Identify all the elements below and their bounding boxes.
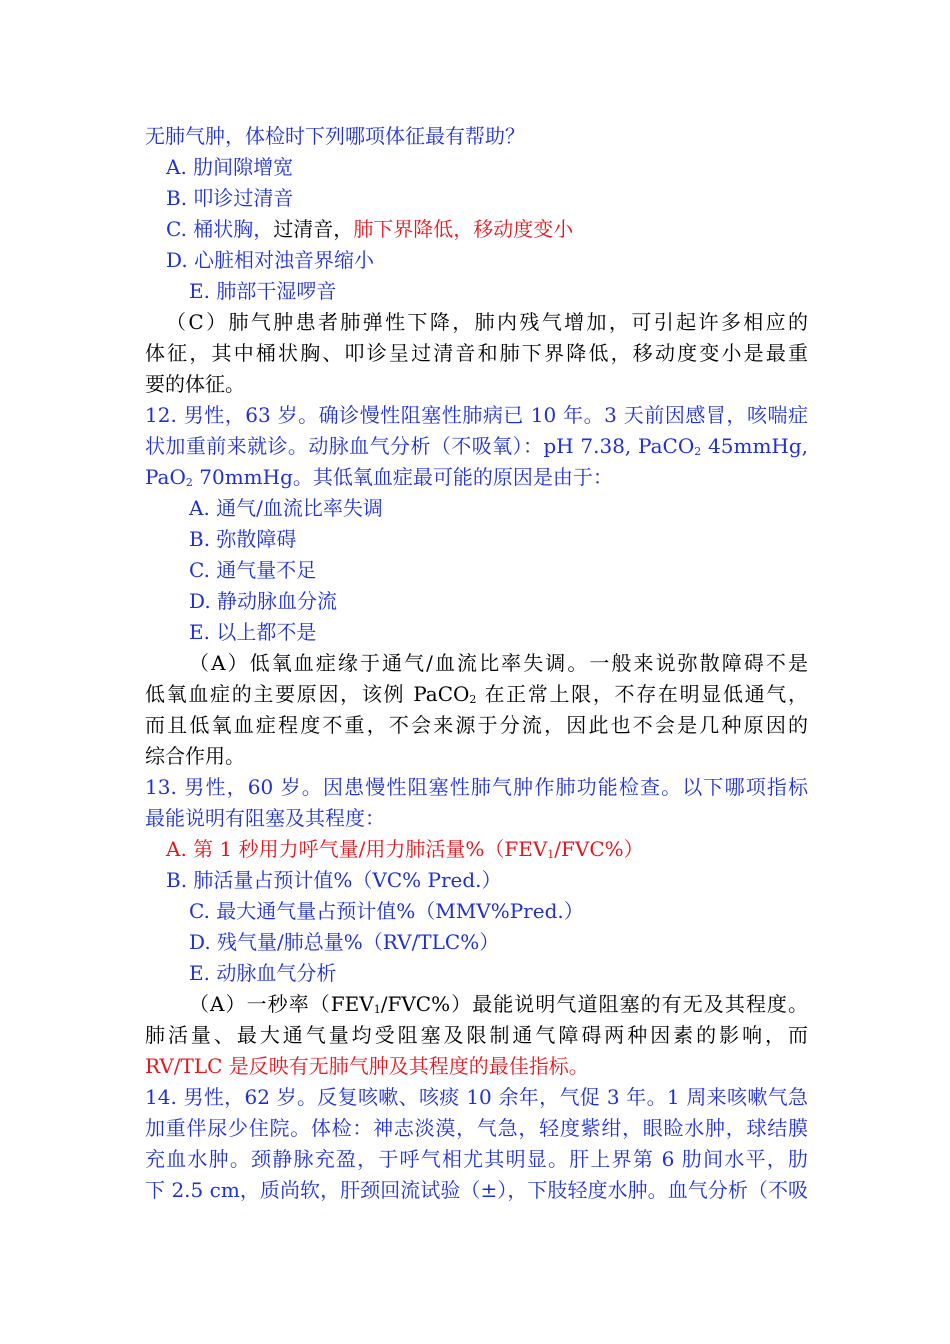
- q13-option-e: E. 动脉血气分析: [189, 961, 337, 985]
- q12-stem-line: [145, 431, 808, 462]
- q12-explanation-line: [145, 679, 808, 710]
- subscript: 1: [373, 1003, 381, 1016]
- q13-option-a: [145, 834, 808, 865]
- q11-option-d: D. 心脏相对浊音界缩小: [166, 248, 375, 272]
- q13-option-a-text: A. 第 1 秒用力呼气量/用力肺活量%（FEV: [166, 837, 548, 861]
- q12-option-b: B. 弥散障碍: [189, 527, 297, 551]
- q13-explanation-line: RV/TLC 是反映有无肺气肿及其程度的最佳指标。: [145, 1054, 589, 1078]
- q12-option-d: D. 静动脉血分流: [189, 589, 338, 613]
- q11-option-a: A. 肋间隙增宽: [166, 155, 294, 179]
- q13-explanation-line: 肺活量、最大通气量均受阻塞及限制通气障碍两种因素的影响，而: [145, 1023, 808, 1047]
- q12-explanation-line: （A）低氧血症缘于通气/血流比率失调。一般来说弥散障碍不是: [189, 651, 808, 675]
- q12-stem-text: 45mmHg,: [701, 434, 809, 458]
- q11-explanation-line: 要的体征。: [145, 372, 245, 396]
- q12-explanation-text: 低氧血症的主要原因，该例 PaCO: [145, 682, 470, 706]
- q14-stem-line: 下 2.5 cm，质尚软，肝颈回流试验（±），下肢轻度水肿。血气分析（不吸: [145, 1178, 808, 1202]
- q12-explanation-line: 而且低氧血症程度不重，不会来源于分流，因此也不会是几种原因的: [145, 713, 808, 737]
- q13-stem-line: 最能说明有阻塞及其程度：: [145, 806, 385, 830]
- q13-option-c: C. 最大通气量占预计值%（MMV%Pred.）: [189, 899, 584, 923]
- q11-option-e: E. 肺部干湿啰音: [189, 279, 337, 303]
- q12-stem-line: 12. 男性，63 岁。确诊慢性阻塞性肺病已 10 年。3 天前因感冒，咳喘症: [145, 403, 808, 427]
- q13-explanation-text: （A）一秒率（FEV: [189, 992, 374, 1016]
- subscript: 1: [547, 848, 555, 861]
- q12-stem-text: 状加重前来就诊。动脉血气分析（不吸氧）：pH 7.38, PaCO: [145, 434, 695, 458]
- q12-option-e: E. 以上都不是: [189, 620, 317, 644]
- q11-option-c-tail: 肺下界降低，移动度变小: [353, 217, 574, 241]
- q12-explanation-text: 在正常上限，不存在明显低通气，: [476, 682, 808, 706]
- q12-option-c: C. 通气量不足: [189, 558, 317, 582]
- q12-stem-text: PaO: [145, 465, 186, 489]
- q11-option-c: [145, 214, 808, 245]
- q11-stem: 无肺气肿，体检时下列哪项体征最有帮助？: [145, 124, 525, 148]
- q12-explanation-line: 综合作用。: [145, 744, 245, 768]
- q13-stem-line: 13. 男性，60 岁。因患慢性阻塞性肺气肿作肺功能检查。以下哪项指标: [145, 775, 808, 799]
- subscript: 2: [694, 445, 702, 458]
- q14-stem-line: 加重伴尿少住院。体检：神志淡漠，气急，轻度紫绀，眼睑水肿，球结膜: [145, 1116, 808, 1140]
- q14-stem-line: 14. 男性，62 岁。反复咳嗽、咳痰 10 余年，气促 3 年。1 周来咳嗽气急: [145, 1085, 808, 1109]
- q13-option-b: B. 肺活量占预计值%（VC% Pred.）: [166, 868, 502, 892]
- q11-explanation-line: 体征，其中桶状胸、叩诊呈过清音和肺下界降低，移动度变小是最重: [145, 341, 808, 365]
- q12-option-a: A. 通气/血流比率失调: [189, 496, 383, 520]
- q12-stem-text: 70mmHg。其低氧血症最可能的原因是由于：: [192, 465, 613, 489]
- q14-stem-line: 充血水肿。颈静脉充盈，于呼气相尤其明显。肝上界第 6 肋间水平，肋: [145, 1147, 808, 1171]
- subscript: 2: [469, 693, 477, 706]
- q13-option-a-text: /FVC%）: [554, 837, 644, 861]
- document-page: [145, 121, 808, 1206]
- q12-stem-line: [145, 462, 808, 493]
- q13-explanation-line: [145, 989, 808, 1020]
- q11-option-b: B. 叩诊过清音: [166, 186, 294, 210]
- q11-explanation-line: （C）肺气肿患者肺弹性下降，肺内残气增加，可引起许多相应的: [166, 310, 808, 334]
- subscript: 2: [185, 476, 193, 489]
- q13-option-d: D. 残气量/肺总量%（RV/TLC%）: [189, 930, 500, 954]
- q13-explanation-text: /FVC%）最能说明气道阻塞的有无及其程度。: [380, 992, 808, 1016]
- q11-option-c-mid: 过清音，: [273, 217, 354, 241]
- q11-option-c-letter: C. 桶状胸，: [166, 217, 274, 241]
